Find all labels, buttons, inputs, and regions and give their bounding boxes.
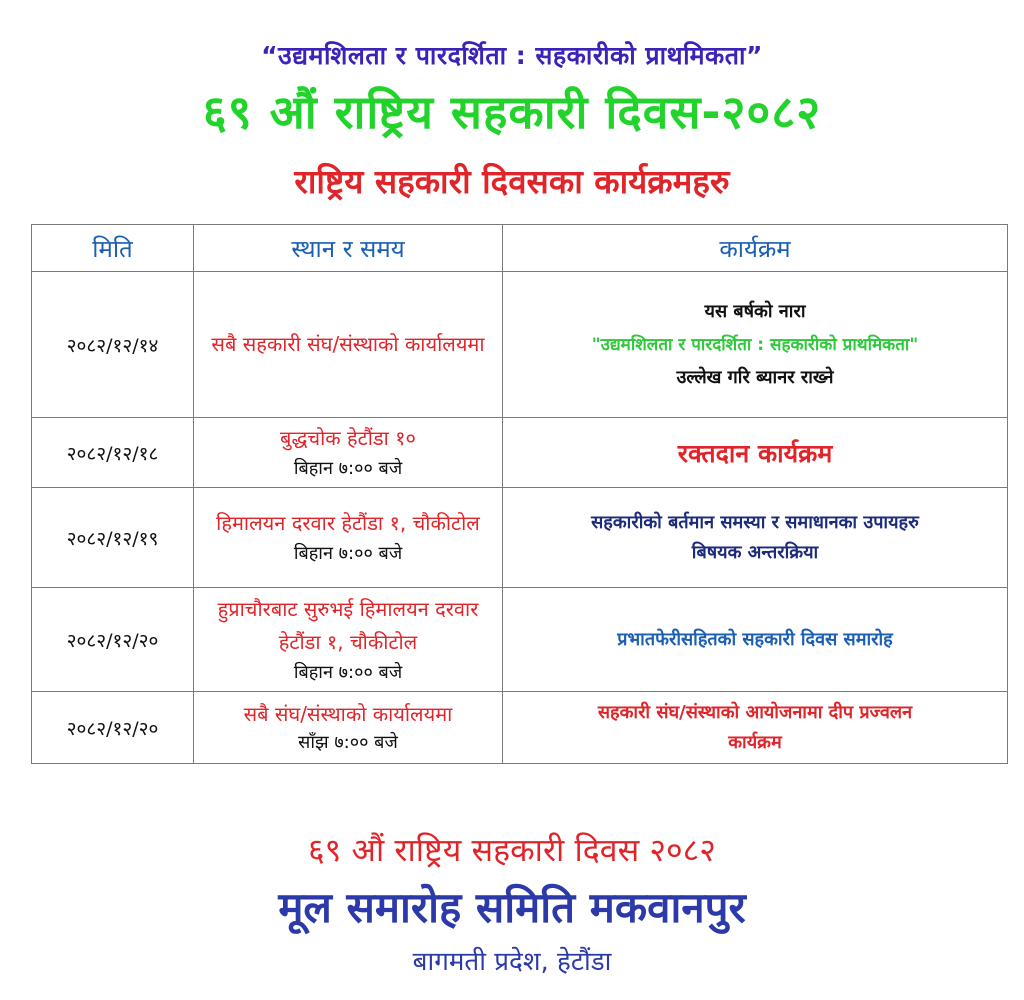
program-slogan-line: "उद्यमशिलता र पारदर्शिता : सहकारीको प्राथमिकता" (591, 334, 919, 355)
program-text: प्रभातफेरीसहितको सहकारी दिवस समारोह (617, 628, 893, 650)
row-place: हिमालयन दरवार हेटौंडा १, चौकीटोल (216, 511, 480, 535)
slogan: “उद्यमशिलता र पारदर्शिता : सहकारीको प्राथमिकता” (261, 41, 763, 70)
row-program (503, 692, 1008, 764)
program-line: उल्लेख गरि ब्यानर राख्ने (676, 366, 834, 388)
row-program (503, 588, 1008, 692)
row-place-time (194, 488, 503, 588)
row-time: बिहान ७:०० बजे (293, 543, 403, 564)
table-row (32, 692, 1008, 764)
program-text: सहकारी संघ/संस्थाको आयोजनामा दीप प्रज्वलन कार्यक्रम (597, 701, 913, 753)
row-place-time (194, 272, 503, 418)
footer-committee: मूल समारोह समिति मकवानपुर (278, 883, 746, 932)
column-header-place-time: स्थान र समय (194, 225, 503, 272)
row-date: २०८२/१२/२० (32, 588, 194, 692)
program-text: रक्तदान कार्यक्रम (677, 438, 833, 468)
footer-location: बागमती प्रदेश, हेटौंडा (412, 947, 612, 977)
row-place-time (194, 692, 503, 764)
row-place: बुद्धचोक हेटौंडा १० (280, 426, 416, 450)
row-place: सबै संघ/संस्थाको कार्यालयमा (243, 701, 453, 726)
page-subtitle: राष्ट्रिय सहकारी दिवसका कार्यक्रमहरु (294, 162, 730, 201)
table-header-row (32, 225, 1008, 272)
table-row (32, 588, 1008, 692)
row-date: २०८२/१२/२० (32, 692, 194, 764)
program-line: यस बर्षको नारा (704, 300, 806, 322)
row-time: साँझ ७:०० बजे (298, 731, 398, 753)
row-place-time (194, 418, 503, 488)
table-row (32, 418, 1008, 488)
page-title: ६९ औं राष्ट्रिय सहकारी दिवस-२०८२ (202, 85, 822, 139)
row-program (503, 418, 1008, 488)
row-date: २०८२/१२/१८ (32, 418, 194, 488)
row-place: सबै सहकारी संघ/संस्थाको कार्यालयमा (211, 332, 485, 356)
row-program (503, 272, 1008, 418)
column-header-date: मिति (32, 225, 194, 272)
row-place: हुप्राचौरबाट सुरुभई हिमालयन दरवार हेटौंडा १, चौकीटोल (217, 596, 479, 654)
row-place-time (194, 588, 503, 692)
table-row (32, 488, 1008, 588)
table-row (32, 272, 1008, 418)
program-table (31, 224, 1008, 764)
column-header-program: कार्यक्रम (503, 225, 1008, 272)
row-program (503, 488, 1008, 588)
program-text: सहकारीको बर्तमान समस्या र समाधानका उपायहरु बिषयक अन्तरक्रिया (591, 511, 919, 563)
row-time: बिहान ७:०० बजे (293, 458, 403, 479)
row-time: बिहान ७:०० बजे (293, 661, 403, 683)
row-date: २०८२/१२/१४ (32, 272, 194, 418)
row-date: २०८२/१२/१९ (32, 488, 194, 588)
footer-event-title: ६९ औं राष्ट्रिय सहकारी दिवस २०८२ (308, 831, 716, 869)
